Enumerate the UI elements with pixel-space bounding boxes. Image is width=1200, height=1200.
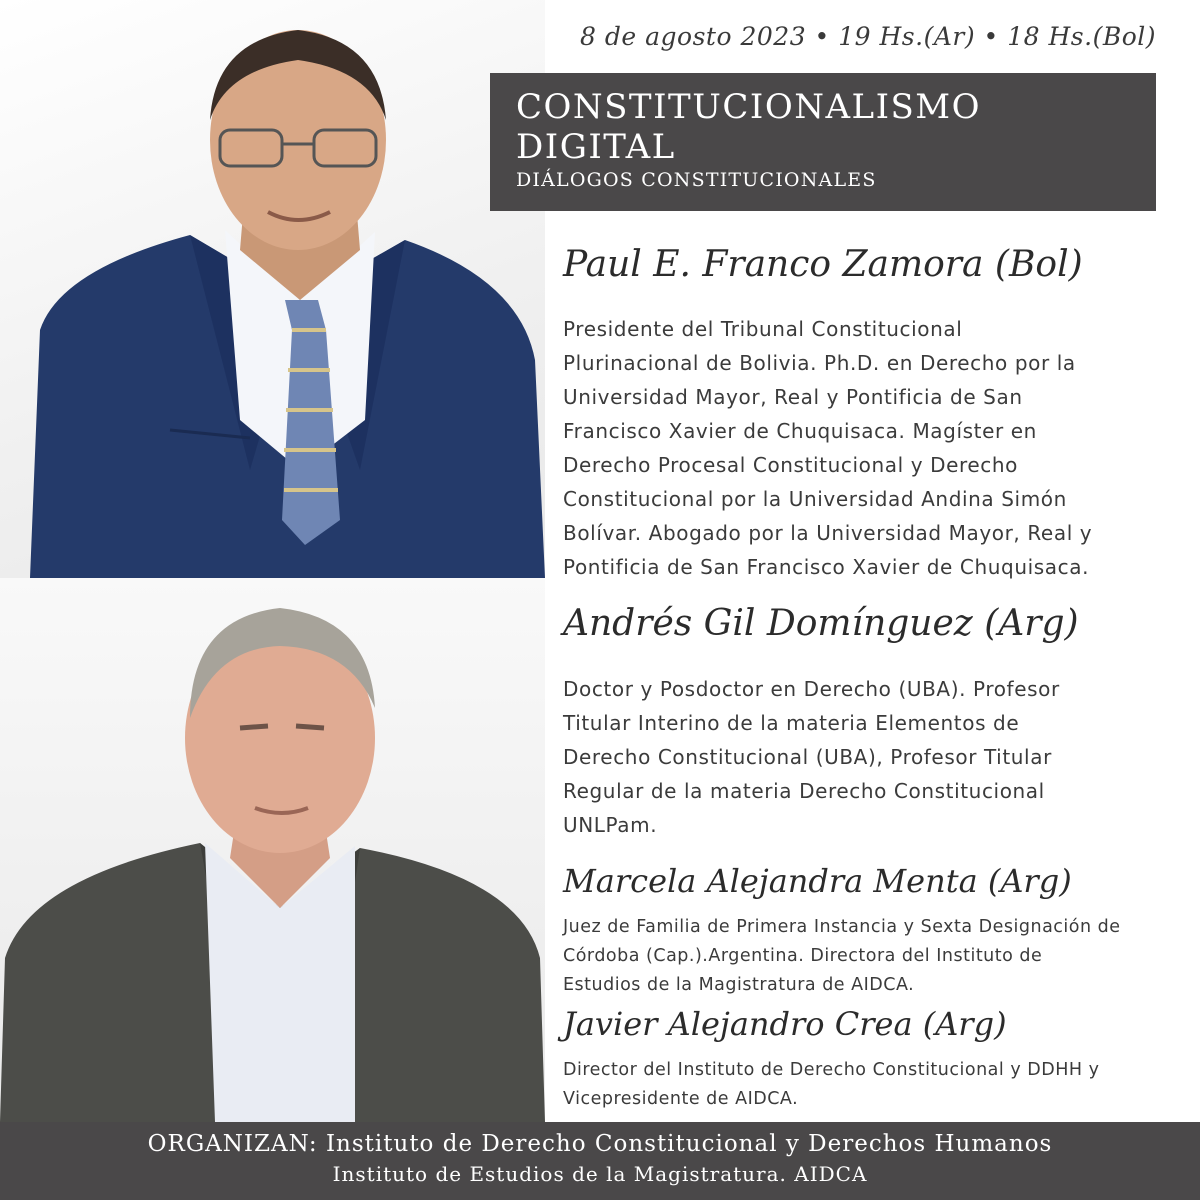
event-subtitle: DIÁLOGOS CONSTITUCIONALES — [516, 169, 877, 191]
bio-line: Estudios de la Magistratura de AIDCA. — [563, 975, 915, 995]
organizers-footer — [0, 1122, 1200, 1200]
event-date-time: 8 de agosto 2023 • 19 Hs.(Ar) • 18 Hs.(Bol) — [580, 22, 1156, 51]
bio-line: Constitucional por la Universidad Andina Simón — [563, 487, 1067, 511]
speaker-name: Andrés Gil Domínguez (Arg) — [563, 603, 1079, 644]
speaker-name: Javier Alejandro Crea (Arg) — [563, 1005, 1007, 1043]
speaker-bio — [563, 672, 1173, 842]
bio-line: Universidad Mayor, Real y Pontificia de San — [563, 385, 1023, 409]
bio-line: Doctor y Posdoctor en Derecho (UBA). Profesor — [563, 677, 1060, 701]
bio-line: UNLPam. — [563, 813, 658, 837]
organizers-line: Instituto de Estudios de la Magistratura. AIDCA — [332, 1162, 868, 1186]
title-banner — [490, 73, 1156, 211]
bio-line: Derecho Procesal Constitucional y Derecho — [563, 453, 1019, 477]
bio-line: Presidente del Tribunal Constitucional — [563, 317, 963, 341]
bio-line: Plurinacional de Bolivia. Ph.D. en Derecho por la — [563, 351, 1076, 375]
bio-line: Francisco Xavier de Chuquisaca. Magíster en — [563, 419, 1037, 443]
bio-line: Pontificia de San Francisco Xavier de Chuquisaca. — [563, 555, 1090, 579]
bio-line: Regular de la materia Derecho Constitucional — [563, 779, 1045, 803]
speaker-name: Marcela Alejandra Menta (Arg) — [563, 862, 1072, 900]
speaker-bio — [563, 312, 1173, 584]
organizers-line: ORGANIZAN: Instituto de Derecho Constitucional y Derechos Humanos — [147, 1131, 1053, 1157]
bio-line: Titular Interino de la materia Elementos de — [563, 711, 1020, 735]
bio-line: Derecho Constitucional (UBA), Profesor Titular — [563, 745, 1052, 769]
event-title-line1: CONSTITUCIONALISMO — [516, 87, 981, 127]
bio-line: Juez de Familia de Primera Instancia y Sexta Designación de — [563, 917, 1121, 937]
speaker-bio — [563, 913, 1178, 1000]
bio-line: Bolívar. Abogado por la Universidad Mayor, Real y — [563, 521, 1093, 545]
speaker-photo-franco-zamora — [0, 0, 545, 578]
event-title-line2: DIGITAL — [516, 127, 676, 167]
bio-line: Córdoba (Cap.).Argentina. Directora del Instituto de — [563, 946, 1043, 966]
speaker-photo-gil-dominguez — [0, 578, 545, 1122]
bio-line: Director del Instituto de Derecho Constitucional y DDHH y — [563, 1060, 1100, 1080]
speaker-bio — [563, 1056, 1178, 1114]
speaker-name: Paul E. Franco Zamora (Bol) — [563, 244, 1083, 285]
bio-line: Vicepresidente de AIDCA. — [563, 1089, 799, 1109]
